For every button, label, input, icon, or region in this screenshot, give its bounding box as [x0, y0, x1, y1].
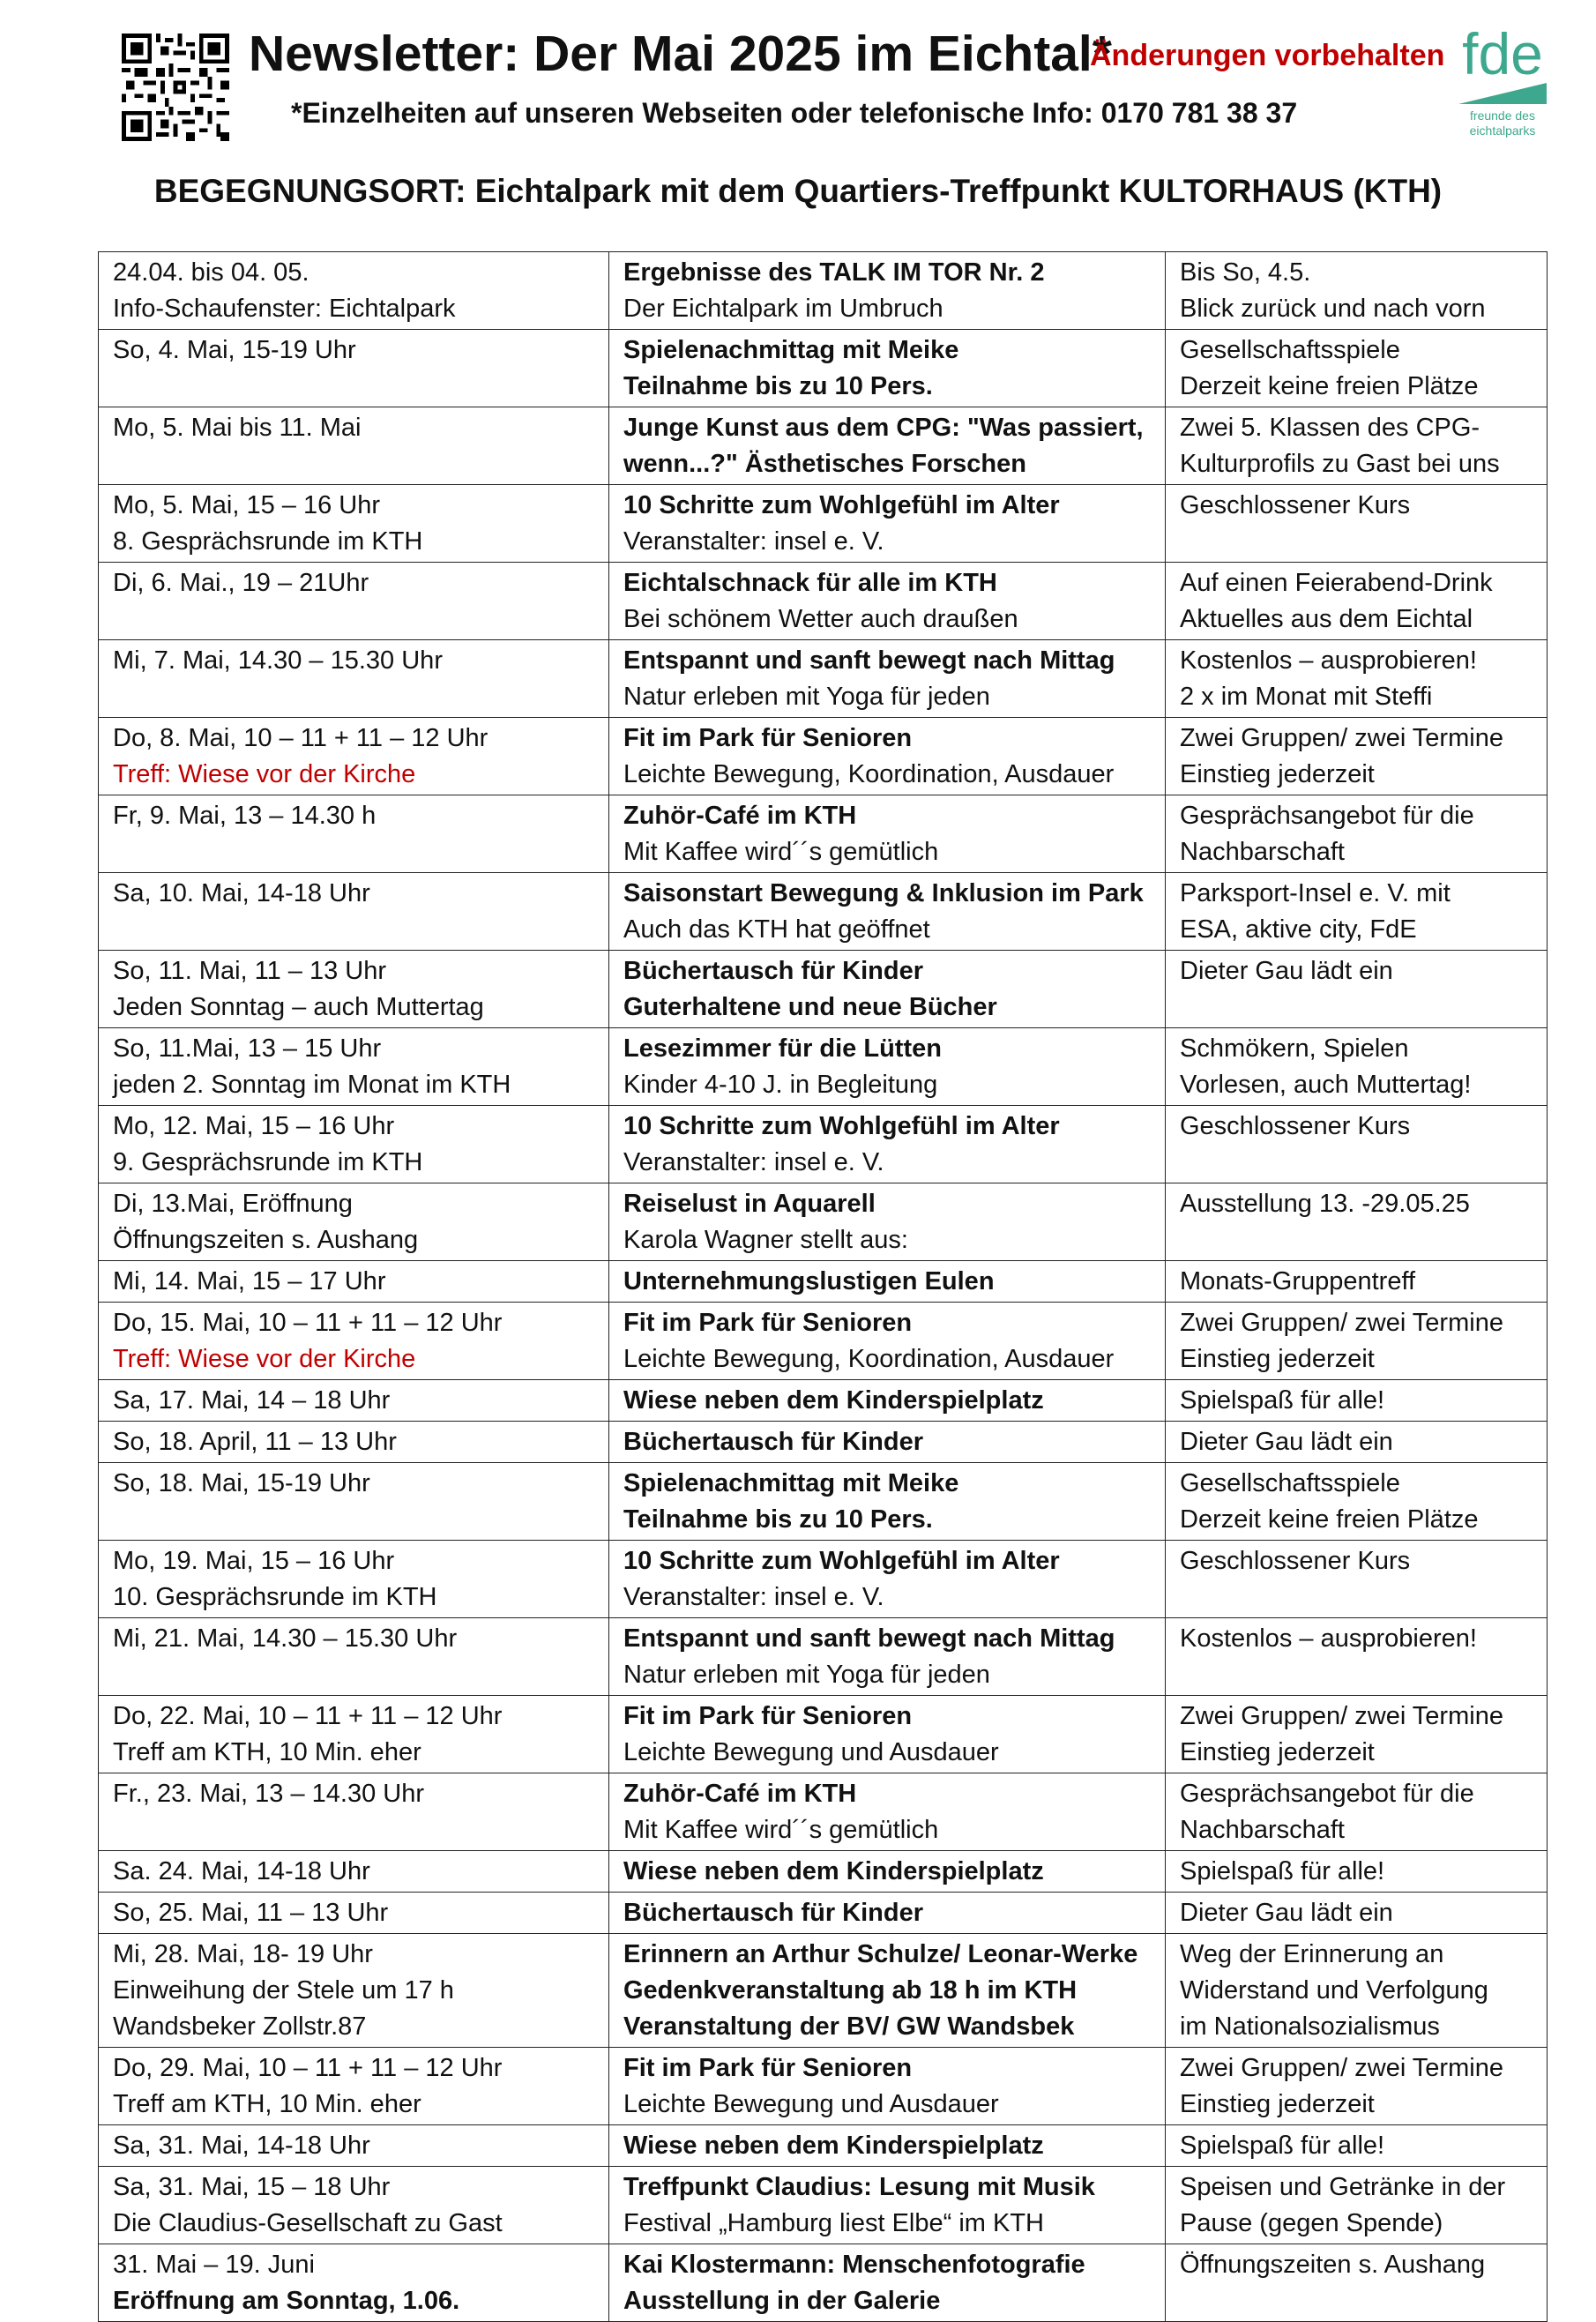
cell-line: Bis So, 4.5.	[1180, 258, 1311, 287]
table-row	[99, 1893, 1548, 1934]
note-cell	[1166, 718, 1548, 795]
cell-line: Leichte Bewegung und Ausdauer	[623, 2090, 999, 2118]
cell-line: Sa, 10. Mai, 14-18 Uhr	[113, 879, 370, 907]
cell-line: Speisen und Getränke in der	[1180, 2173, 1506, 2201]
event-cell	[609, 2125, 1166, 2167]
note-cell	[1166, 1422, 1548, 1463]
cell-line: Zuhör-Café im KTH	[623, 1780, 857, 1808]
cell-line: Wandsbeker Zollstr.87	[113, 2012, 367, 2041]
cell-line: Weg der Erinnerung an	[1180, 1940, 1444, 1968]
cell-line: Veranstalter: insel e. V.	[623, 1148, 884, 1176]
cell-line: 10. Gesprächsrunde im KTH	[113, 1583, 437, 1611]
note-cell	[1166, 640, 1548, 718]
cell-line: Derzeit keine freien Plätze	[1180, 1505, 1479, 1534]
cell-line: Monats-Gruppentreff	[1180, 1267, 1416, 1295]
cell-line: Do, 15. Mai, 10 – 11 + 11 – 12 Uhr	[113, 1309, 503, 1337]
cell-line: Teilnahme bis zu 10 Pers.	[623, 372, 933, 400]
event-cell	[609, 1618, 1166, 1696]
event-cell	[609, 2167, 1166, 2244]
cell-line: Veranstalter: insel e. V.	[623, 1583, 884, 1611]
cell-line: jeden 2. Sonntag im Monat im KTH	[113, 1071, 511, 1099]
table-row	[99, 1183, 1548, 1261]
cell-line: Treff am KTH, 10 Min. eher	[113, 1738, 421, 1766]
cell-line: Leichte Bewegung, Koordination, Ausdauer	[623, 760, 1115, 788]
cell-line: Zwei Gruppen/ zwei Termine	[1180, 1309, 1503, 1337]
date-cell	[99, 1541, 609, 1618]
date-cell	[99, 1463, 609, 1541]
event-cell	[609, 330, 1166, 407]
date-cell	[99, 1261, 609, 1303]
event-cell	[609, 1893, 1166, 1934]
date-cell	[99, 407, 609, 485]
date-cell	[99, 795, 609, 873]
cell-line: Festival „Hamburg liest Elbe“ im KTH	[623, 2209, 1044, 2237]
cell-line: Pause (gegen Spende)	[1180, 2209, 1443, 2237]
cell-line: Mi, 14. Mai, 15 – 17 Uhr	[113, 1267, 386, 1295]
event-cell	[609, 1541, 1166, 1618]
cell-line: Einstieg jederzeit	[1180, 1738, 1375, 1766]
cell-line: Ausstellung 13. -29.05.25	[1180, 1190, 1470, 1218]
event-cell	[609, 1028, 1166, 1106]
cell-line: So, 25. Mai, 11 – 13 Uhr	[113, 1899, 389, 1927]
note-cell	[1166, 2244, 1548, 2322]
cell-line: Widerstand und Verfolgung	[1180, 1976, 1488, 2005]
cell-line: Wiese neben dem Kinderspielplatz	[623, 2132, 1044, 2160]
table-row	[99, 1028, 1548, 1106]
event-cell	[609, 485, 1166, 563]
table-row	[99, 407, 1548, 485]
cell-line: 8. Gesprächsrunde im KTH	[113, 527, 423, 556]
note-cell	[1166, 1893, 1548, 1934]
cell-line: So, 4. Mai, 15-19 Uhr	[113, 336, 356, 364]
cell-line: Derzeit keine freien Plätze	[1180, 372, 1479, 400]
event-cell	[609, 1463, 1166, 1541]
cell-line: Fr., 23. Mai, 13 – 14.30 Uhr	[113, 1780, 425, 1808]
cell-line: Treffpunkt Claudius: Lesung mit Musik	[623, 2173, 1095, 2201]
note-cell	[1166, 795, 1548, 873]
cell-line: Kostenlos – ausprobieren!	[1180, 1624, 1477, 1653]
cell-line: Der Eichtalpark im Umbruch	[623, 295, 943, 323]
cell-line: Spielenachmittag mit Meike	[623, 1469, 959, 1497]
event-cell	[609, 1773, 1166, 1851]
event-cell	[609, 563, 1166, 640]
table-row	[99, 1618, 1548, 1696]
cell-line: Gesprächsangebot für die	[1180, 802, 1474, 830]
cell-line: 2 x im Monat mit Steffi	[1180, 683, 1433, 711]
event-cell	[609, 1380, 1166, 1422]
table-row	[99, 1696, 1548, 1773]
cell-line: Öffnungszeiten s. Aushang	[113, 1226, 419, 1254]
date-cell	[99, 2167, 609, 2244]
note-cell	[1166, 1773, 1548, 1851]
event-cell	[609, 1106, 1166, 1183]
cell-line: Eichtalschnack für alle im KTH	[623, 569, 997, 597]
table-row	[99, 1303, 1548, 1380]
date-cell	[99, 1422, 609, 1463]
cell-line: Veranstalter: insel e. V.	[623, 527, 884, 556]
cell-line: Büchertausch für Kinder	[623, 957, 923, 985]
cell-line: Guterhaltene und neue Bücher	[623, 993, 997, 1021]
date-cell	[99, 718, 609, 795]
note-cell	[1166, 1696, 1548, 1773]
cell-line: Bei schönem Wetter auch draußen	[623, 605, 1018, 633]
cell-line: Büchertausch für Kinder	[623, 1428, 923, 1456]
cell-line: Auch das KTH hat geöffnet	[623, 915, 930, 944]
table-row	[99, 330, 1548, 407]
table-row	[99, 2167, 1548, 2244]
cell-line: Di, 6. Mai., 19 – 21Uhr	[113, 569, 369, 597]
note-cell	[1166, 1028, 1548, 1106]
cell-line: Mo, 19. Mai, 15 – 16 Uhr	[113, 1547, 395, 1575]
cell-line: So, 11.Mai, 13 – 15 Uhr	[113, 1034, 382, 1063]
note-cell	[1166, 1106, 1548, 1183]
newsletter-title: Newsletter: Der Mai 2025 im Eichtal*	[249, 26, 1112, 82]
cell-line: 10 Schritte zum Wohlgefühl im Alter	[623, 1112, 1060, 1140]
table-row	[99, 1541, 1548, 1618]
cell-line: Blick zurück und nach vorn	[1180, 295, 1486, 323]
cell-line: Spielspaß für alle!	[1180, 1386, 1385, 1415]
date-cell	[99, 1893, 609, 1934]
note-cell	[1166, 873, 1548, 951]
cell-line: Geschlossener Kurs	[1180, 1547, 1411, 1575]
cell-line: Veranstaltung der BV/ GW Wandsbek	[623, 2012, 1075, 2041]
changes-notice: Änderungen vorbehalten	[1090, 39, 1445, 72]
cell-line: Auf einen Feierabend-Drink	[1180, 569, 1493, 597]
event-cell	[609, 1696, 1166, 1773]
cell-line: Geschlossener Kurs	[1180, 491, 1411, 519]
table-row	[99, 1851, 1548, 1893]
cell-line: 9. Gesprächsrunde im KTH	[113, 1148, 423, 1176]
cell-line: Spielspaß für alle!	[1180, 1857, 1385, 1885]
cell-line: Einstieg jederzeit	[1180, 1345, 1375, 1373]
cell-line: Ausstellung in der Galerie	[623, 2287, 941, 2315]
cell-line: Spielspaß für alle!	[1180, 2132, 1385, 2160]
cell-line: Nachbarschaft	[1180, 1816, 1345, 1844]
table-row	[99, 718, 1548, 795]
note-cell	[1166, 1261, 1548, 1303]
date-cell	[99, 1773, 609, 1851]
date-cell	[99, 1380, 609, 1422]
event-cell	[609, 1422, 1166, 1463]
cell-line: Info-Schaufenster: Eichtalpark	[113, 295, 456, 323]
cell-line: 31. Mai – 19. Juni	[113, 2251, 315, 2279]
cell-line: Mi, 7. Mai, 14.30 – 15.30 Uhr	[113, 646, 443, 675]
cell-line: Do, 29. Mai, 10 – 11 + 11 – 12 Uhr	[113, 2054, 503, 2082]
cell-line: Sa, 31. Mai, 15 – 18 Uhr	[113, 2173, 391, 2201]
date-cell	[99, 951, 609, 1028]
cell-line: Entspannt und sanft bewegt nach Mittag	[623, 646, 1115, 675]
note-cell	[1166, 330, 1548, 407]
table-row	[99, 485, 1548, 563]
cell-line: Ergebnisse des TALK IM TOR Nr. 2	[623, 258, 1045, 287]
table-row	[99, 1934, 1548, 2048]
cell-line: Einweihung der Stele um 17 h	[113, 1976, 454, 2005]
cell-line: Dieter Gau lädt ein	[1180, 1899, 1393, 1927]
cell-line: Mo, 12. Mai, 15 – 16 Uhr	[113, 1112, 395, 1140]
date-cell	[99, 485, 609, 563]
qr-code-icon	[122, 34, 229, 141]
note-cell	[1166, 1380, 1548, 1422]
cell-line: Öffnungszeiten s. Aushang	[1180, 2251, 1486, 2279]
note-cell	[1166, 1851, 1548, 1893]
cell-line: So, 11. Mai, 11 – 13 Uhr	[113, 957, 387, 985]
event-cell	[609, 1303, 1166, 1380]
event-cell	[609, 1934, 1166, 2048]
section-heading: BEGEGNUNGSORT: Eichtalpark mit dem Quartiers-Treffpunkt KULTORHAUS (KTH)	[153, 173, 1443, 209]
cell-line: Dieter Gau lädt ein	[1180, 957, 1393, 985]
table-row	[99, 2125, 1548, 2167]
event-cell	[609, 640, 1166, 718]
date-cell	[99, 1934, 609, 2048]
cell-line: Fit im Park für Senioren	[623, 724, 913, 752]
info-subtitle: *Einzelheiten auf unseren Webseiten oder telefonische Info: 0170 781 38 37	[291, 97, 1298, 129]
note-cell	[1166, 485, 1548, 563]
cell-line: Vorlesen, auch Muttertag!	[1180, 1071, 1472, 1099]
cell-line: Lesezimmer für die Lütten	[623, 1034, 942, 1063]
cell-line: Natur erleben mit Yoga für jeden	[623, 1661, 990, 1689]
table-row	[99, 1773, 1548, 1851]
cell-line: Parksport-Insel e. V. mit	[1180, 879, 1451, 907]
cell-line: Nachbarschaft	[1180, 838, 1345, 866]
cell-line: Gesellschaftsspiele	[1180, 336, 1400, 364]
cell-line: Do, 8. Mai, 10 – 11 + 11 – 12 Uhr	[113, 724, 488, 752]
logo-caption-1: freunde des	[1470, 108, 1535, 123]
cell-line: 24.04. bis 04. 05.	[113, 258, 310, 287]
cell-line: ESA, aktive city, FdE	[1180, 915, 1417, 944]
cell-line: Fr, 9. Mai, 13 – 14.30 h	[113, 802, 377, 830]
note-cell	[1166, 2167, 1548, 2244]
event-cell	[609, 1183, 1166, 1261]
event-cell	[609, 252, 1166, 330]
date-cell	[99, 330, 609, 407]
note-cell	[1166, 563, 1548, 640]
cell-line: Mit Kaffee wird´´s gemütlich	[623, 838, 939, 866]
date-cell	[99, 1028, 609, 1106]
cell-line: Zwei Gruppen/ zwei Termine	[1180, 724, 1503, 752]
table-row	[99, 1380, 1548, 1422]
cell-line: Mo, 5. Mai bis 11. Mai	[113, 414, 362, 442]
cell-line: Kai Klostermann: Menschenfotografie	[623, 2251, 1085, 2279]
cell-line: Aktuelles aus dem Eichtal	[1180, 605, 1473, 633]
date-cell	[99, 640, 609, 718]
note-cell	[1166, 1303, 1548, 1380]
cell-line: Di, 13.Mai, Eröffnung	[113, 1190, 353, 1218]
cell-line: Mi, 28. Mai, 18- 19 Uhr	[113, 1940, 373, 1968]
table-row	[99, 1106, 1548, 1183]
cell-line: Einstieg jederzeit	[1180, 2090, 1375, 2118]
cell-line: Mi, 21. Mai, 14.30 – 15.30 Uhr	[113, 1624, 458, 1653]
date-cell	[99, 1106, 609, 1183]
cell-line: Geschlossener Kurs	[1180, 1112, 1411, 1140]
table-row	[99, 640, 1548, 718]
note-cell	[1166, 2048, 1548, 2125]
cell-line: Die Claudius-Gesellschaft zu Gast	[113, 2209, 503, 2237]
note-cell	[1166, 1934, 1548, 2048]
date-cell	[99, 1303, 609, 1380]
cell-line: Einstieg jederzeit	[1180, 760, 1375, 788]
date-cell	[99, 1851, 609, 1893]
note-cell	[1166, 1541, 1548, 1618]
cell-line: Treff am KTH, 10 Min. eher	[113, 2090, 421, 2118]
cell-line: Mo, 5. Mai, 15 – 16 Uhr	[113, 491, 381, 519]
cell-line: wenn...?" Ästhetisches Forschen	[623, 450, 1026, 478]
cell-line: Mit Kaffee wird´´s gemütlich	[623, 1816, 939, 1844]
cell-line: Wiese neben dem Kinderspielplatz	[623, 1857, 1044, 1885]
cell-line: Leichte Bewegung, Koordination, Ausdauer	[623, 1345, 1115, 1373]
cell-line: Entspannt und sanft bewegt nach Mittag	[623, 1624, 1115, 1653]
note-cell	[1166, 1463, 1548, 1541]
table-row	[99, 873, 1548, 951]
note-cell	[1166, 252, 1548, 330]
note-cell	[1166, 407, 1548, 485]
date-cell	[99, 1696, 609, 1773]
cell-line: Treff: Wiese vor der Kirche	[113, 1345, 416, 1373]
cell-line: Fit im Park für Senioren	[623, 1309, 913, 1337]
fde-logo	[1453, 23, 1552, 141]
event-cell	[609, 1851, 1166, 1893]
cell-line: Sa. 24. Mai, 14-18 Uhr	[113, 1857, 370, 1885]
cell-line: Zwei Gruppen/ zwei Termine	[1180, 2054, 1503, 2082]
cell-line: Fit im Park für Senioren	[623, 2054, 913, 2082]
table-row	[99, 951, 1548, 1028]
cell-line: Erinnern an Arthur Schulze/ Leonar-Werke	[623, 1940, 1138, 1968]
cell-line: Schmökern, Spielen	[1180, 1034, 1409, 1063]
table-row	[99, 1422, 1548, 1463]
events-table	[98, 251, 1548, 2322]
cell-line: Junge Kunst aus dem CPG: "Was passiert,	[623, 414, 1144, 442]
event-cell	[609, 795, 1166, 873]
cell-line: Do, 22. Mai, 10 – 11 + 11 – 12 Uhr	[113, 1702, 503, 1730]
events-table-body	[99, 252, 1548, 2322]
note-cell	[1166, 1183, 1548, 1261]
logo-text: fde	[1462, 23, 1543, 86]
cell-line: Unternehmungslustigen Eulen	[623, 1267, 995, 1295]
cell-line: Büchertausch für Kinder	[623, 1899, 923, 1927]
date-cell	[99, 1183, 609, 1261]
cell-line: Zwei Gruppen/ zwei Termine	[1180, 1702, 1503, 1730]
cell-line: Sa, 17. Mai, 14 – 18 Uhr	[113, 1386, 391, 1415]
event-cell	[609, 2244, 1166, 2322]
cell-line: Zwei 5. Klassen des CPG-	[1180, 414, 1480, 442]
cell-line: Wiese neben dem Kinderspielplatz	[623, 1386, 1044, 1415]
event-cell	[609, 718, 1166, 795]
note-cell	[1166, 1618, 1548, 1696]
cell-line: 10 Schritte zum Wohlgefühl im Alter	[623, 1547, 1060, 1575]
cell-line: Gedenkveranstaltung ab 18 h im KTH	[623, 1976, 1078, 2005]
date-cell	[99, 252, 609, 330]
logo-caption-2: eichtalparks	[1469, 123, 1536, 138]
date-cell	[99, 2125, 609, 2167]
cell-line: Spielenachmittag mit Meike	[623, 336, 959, 364]
cell-line: Kinder 4-10 J. in Begleitung	[623, 1071, 938, 1099]
date-cell	[99, 2048, 609, 2125]
date-cell	[99, 873, 609, 951]
cell-line: Treff: Wiese vor der Kirche	[113, 760, 416, 788]
cell-line: Fit im Park für Senioren	[623, 1702, 913, 1730]
table-row	[99, 2048, 1548, 2125]
event-cell	[609, 951, 1166, 1028]
table-row	[99, 563, 1548, 640]
date-cell	[99, 1618, 609, 1696]
cell-line: Karola Wagner stellt aus:	[623, 1226, 908, 1254]
table-row	[99, 2244, 1548, 2322]
cell-line: So, 18. April, 11 – 13 Uhr	[113, 1428, 397, 1456]
cell-line: Dieter Gau lädt ein	[1180, 1428, 1393, 1456]
table-row	[99, 1261, 1548, 1303]
cell-line: im Nationalsozialismus	[1180, 2012, 1440, 2041]
cell-line: Kostenlos – ausprobieren!	[1180, 646, 1477, 675]
date-cell	[99, 2244, 609, 2322]
cell-line: Teilnahme bis zu 10 Pers.	[623, 1505, 933, 1534]
table-row	[99, 1463, 1548, 1541]
note-cell	[1166, 951, 1548, 1028]
cell-line: 10 Schritte zum Wohlgefühl im Alter	[623, 491, 1060, 519]
table-row	[99, 252, 1548, 330]
cell-line: Leichte Bewegung und Ausdauer	[623, 1738, 999, 1766]
cell-line: Reiselust in Aquarell	[623, 1190, 876, 1218]
table-row	[99, 795, 1548, 873]
cell-line: Kulturprofils zu Gast bei uns	[1180, 450, 1500, 478]
cell-line: Gesprächsangebot für die	[1180, 1780, 1474, 1808]
cell-line: Eröffnung am Sonntag, 1.06.	[113, 2287, 460, 2315]
event-cell	[609, 407, 1166, 485]
cell-line: Natur erleben mit Yoga für jeden	[623, 683, 990, 711]
date-cell	[99, 563, 609, 640]
note-cell	[1166, 2125, 1548, 2167]
cell-line: So, 18. Mai, 15-19 Uhr	[113, 1469, 370, 1497]
cell-line: Sa, 31. Mai, 14-18 Uhr	[113, 2132, 370, 2160]
cell-line: Gesellschaftsspiele	[1180, 1469, 1400, 1497]
event-cell	[609, 2048, 1166, 2125]
event-cell	[609, 1261, 1166, 1303]
cell-line: Zuhör-Café im KTH	[623, 802, 857, 830]
cell-line: Jeden Sonntag – auch Muttertag	[113, 993, 484, 1021]
cell-line: Saisonstart Bewegung & Inklusion im Park	[623, 879, 1144, 907]
event-cell	[609, 873, 1166, 951]
